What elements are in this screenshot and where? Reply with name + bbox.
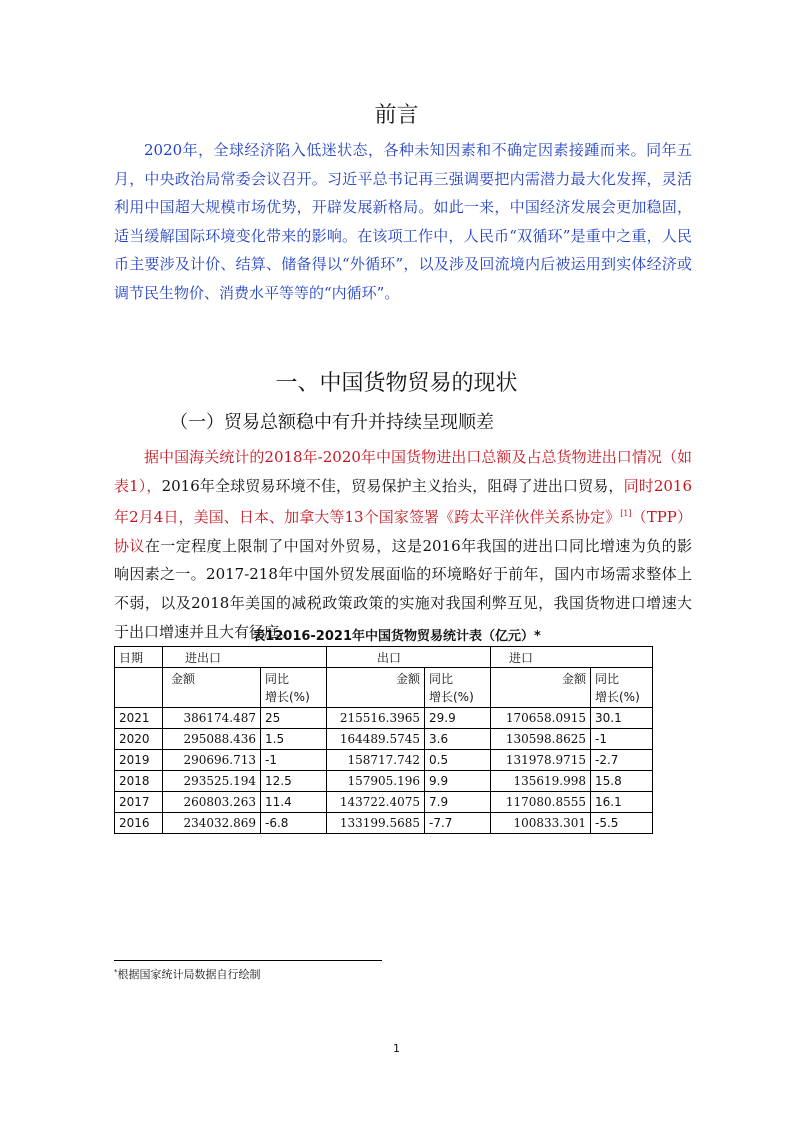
cell-import-amount: 131978.9715 — [491, 750, 591, 771]
table-row — [115, 750, 653, 771]
header-date: 日期 — [115, 647, 163, 668]
cell-export-amount: 158717.742 — [327, 750, 425, 771]
subheader-empty — [115, 668, 163, 708]
cell-import-amount: 117080.8555 — [491, 792, 591, 813]
header-import-label: 进口 — [509, 650, 534, 665]
section-paragraph — [114, 443, 692, 646]
table-row — [115, 792, 653, 813]
header-export — [327, 647, 491, 668]
section-subtitle: （一）贸易总额稳中有升并持续呈现顺差 — [170, 412, 494, 433]
preface-title: 前言 — [374, 103, 419, 128]
cell-export-yoy: 0.5 — [425, 750, 491, 771]
yoy-line1: 同比 — [429, 672, 454, 686]
cell-import-amount: 170658.0915 — [491, 708, 591, 729]
cell-import-yoy: 30.1 — [591, 708, 653, 729]
yoy-line2: 增长(%) — [595, 690, 640, 704]
table-header-row — [115, 647, 653, 668]
reference-marker[interactable]: [1] — [620, 509, 632, 519]
cell-total-yoy: 11.4 — [261, 792, 327, 813]
footnote-text: 根据国家统计局数据自行绘制 — [117, 968, 261, 981]
table-subheader-row — [115, 668, 653, 708]
cell-export-yoy: -7.7 — [425, 813, 491, 834]
table-caption: 表12016-2021年中国货物贸易统计表（亿元）* — [252, 629, 541, 644]
table-row — [115, 813, 653, 834]
cell-total-yoy: 25 — [261, 708, 327, 729]
page-number: 1 — [393, 1042, 400, 1055]
paragraph-text-b: 在一定程度上限制了中国对外贸易，这是2016年我国的进出口同比增速为负的影响因素之一。2017-218年中国外贸发展面临的环境略好于前年，国内市场需求整体上不弱，以及2018年美国的减税政策政策的实施对我国利弊互见，我国货物进口增速大于出口增速并且大有径庭。 — [114, 536, 692, 641]
subheader-export-yoy — [425, 668, 491, 708]
cell-export-amount: 215516.3965 — [327, 708, 425, 729]
cell-year: 2019 — [115, 750, 163, 771]
paragraph-red-tpp-abbr: （TPP）协议 — [114, 508, 692, 555]
footnote — [114, 966, 261, 982]
header-total — [163, 647, 327, 668]
cell-export-yoy: 3.6 — [425, 729, 491, 750]
cell-year: 2016 — [115, 813, 163, 834]
cell-year: 2018 — [115, 771, 163, 792]
yoy-line1: 同比 — [595, 672, 620, 686]
footnote-mark: * — [114, 968, 118, 976]
cell-export-amount: 164489.5745 — [327, 729, 425, 750]
preface-paragraph: 2020年，全球经济陷入低迷状态，各种未知因素和不确定因素接踵而来。同年五月，中央政治局常委会议召开。习近平总书记再三强调要把内需潜力最大化发挥，灵活利用中国超大规模市场优势，开辟发展新格局。如此一来，中国经济发展会更加稳固，适当缓解国际环境变化带来的影响。在该项工作中，人民币“双循环”是重中之重，人民币主要涉及计价、结算、储备得以“外循环”，以及涉及回流境内后被运用到实体经济或调节民生物价、消费水平等等的“内循环”。 — [114, 141, 692, 302]
paragraph-red-intro: 据中国海关统计的2018年-2020年中国货物进出口总额及占总货物进出口情况（如表1）， — [114, 448, 692, 495]
cell-import-yoy: -5.5 — [591, 813, 653, 834]
paragraph-red-tpp: 同时2016年2月4日，美国、日本、加拿大等13个国家签署《跨太平洋伙伴关系协定》 — [114, 476, 692, 527]
yoy-line2: 增长(%) — [429, 690, 474, 704]
cell-total-amount: 293525.194 — [163, 771, 261, 792]
cell-import-yoy: -2.7 — [591, 750, 653, 771]
cell-total-amount: 290696.713 — [163, 750, 261, 771]
cell-year: 2021 — [115, 708, 163, 729]
subheader-import-amount: 金额 — [491, 668, 591, 708]
cell-total-amount: 295088.436 — [163, 729, 261, 750]
cell-import-amount: 130598.8625 — [491, 729, 591, 750]
table-row — [115, 708, 653, 729]
cell-export-yoy: 9.9 — [425, 771, 491, 792]
yoy-line1: 同比 — [265, 672, 290, 686]
cell-export-yoy: 29.9 — [425, 708, 491, 729]
cell-import-amount: 100833.301 — [491, 813, 591, 834]
table-row — [115, 729, 653, 750]
paragraph-text-a: 2016年全球贸易环境不佳，贸易保护主义抬头，阻碍了进出口贸易， — [161, 476, 624, 495]
cell-year: 2020 — [115, 729, 163, 750]
cell-total-yoy: 1.5 — [261, 729, 327, 750]
cell-export-yoy: 7.9 — [425, 792, 491, 813]
yoy-line2: 增长(%) — [265, 690, 310, 704]
subheader-total-amount: 金额 — [163, 668, 261, 708]
cell-import-yoy: 16.1 — [591, 792, 653, 813]
cell-total-amount: 260803.263 — [163, 792, 261, 813]
header-export-label: 出口 — [377, 650, 402, 665]
cell-year: 2017 — [115, 792, 163, 813]
cell-export-amount: 157905.196 — [327, 771, 425, 792]
cell-export-amount: 143722.4075 — [327, 792, 425, 813]
section-title: 一、中国货物贸易的现状 — [275, 371, 518, 396]
cell-export-amount: 133199.5685 — [327, 813, 425, 834]
footnote-divider — [114, 960, 382, 961]
table-row — [115, 771, 653, 792]
cell-import-yoy: 15.8 — [591, 771, 653, 792]
header-import — [491, 647, 653, 668]
cell-import-amount: 135619.998 — [491, 771, 591, 792]
cell-total-amount: 234032.869 — [163, 813, 261, 834]
cell-total-amount: 386174.487 — [163, 708, 261, 729]
subheader-export-amount: 金额 — [327, 668, 425, 708]
cell-import-yoy: -1 — [591, 729, 653, 750]
header-total-label: 进出口 — [185, 650, 222, 665]
subheader-total-yoy — [261, 668, 327, 708]
cell-total-yoy: 12.5 — [261, 771, 327, 792]
cell-total-yoy: -6.8 — [261, 813, 327, 834]
subheader-import-yoy — [591, 668, 653, 708]
cell-total-yoy: -1 — [261, 750, 327, 771]
trade-statistics-table — [114, 646, 653, 834]
